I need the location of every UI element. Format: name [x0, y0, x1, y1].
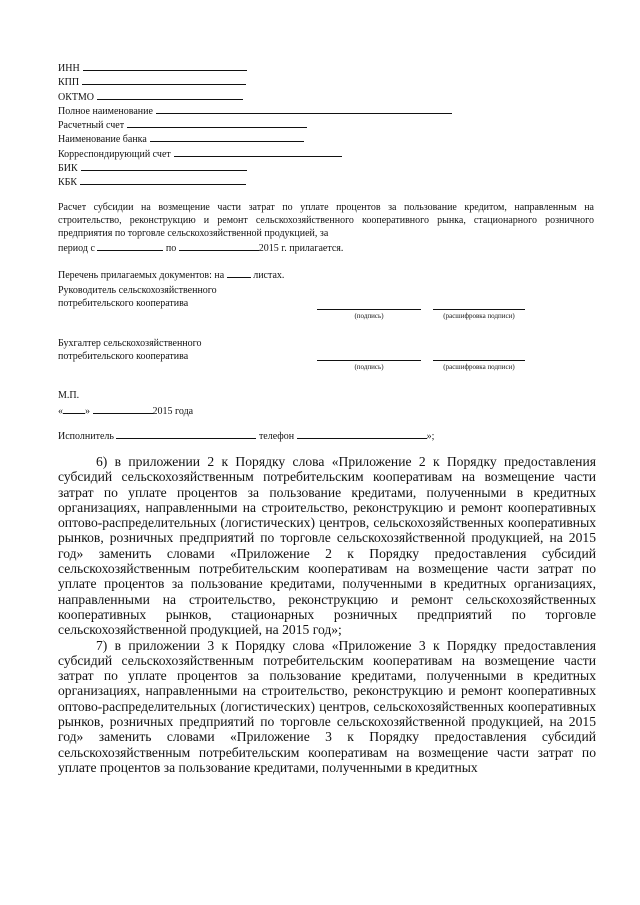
requisite-corr-account: [58, 146, 538, 160]
requisite-oktmo: [58, 89, 538, 103]
signature-caption: (подпись): [354, 312, 384, 320]
attached-documents-line: [58, 267, 594, 281]
amendment-paragraph: 7) в приложении 3 к Порядку слова «Приложение 3 к Порядку предоставления субсидий сельскохозяйственным потребительским кооперативам на возмещение части затрат по уплате процентов за пользование кредитами, полученными в кредитных организациях, направленными на строительство, реконструкцию и ремонт кооперативных оптово-распределительных (логистических) центров, сельскохозяйственных кооперативных рынков, розничных предприятий по торговле сельскохозяйственной продукцией, на 2015 год» заменить словами «Приложение 3 к Порядку предоставления субсидий сельскохозяйственным потребительским кооперативам на возмещение части затрат по уплате процентов за пользование кредитами, полученными в кредитных: [58, 637, 596, 775]
decode-caption: (расшифровка подписи): [443, 312, 515, 320]
requisite-label: Корреспондирующий счет: [58, 148, 171, 160]
fill-line: [150, 131, 304, 142]
amendment-text: [58, 454, 596, 775]
requisite-inn: [58, 60, 538, 74]
fill-line: [227, 267, 251, 278]
requisite-bank: [58, 131, 538, 145]
calculation-period: [58, 240, 594, 255]
decode-line: [433, 308, 525, 310]
fill-line: [81, 160, 247, 171]
quote-close: »: [85, 406, 90, 417]
requisite-label: Полное наименование: [58, 105, 153, 117]
requisite-label: ИНН: [58, 63, 80, 74]
calculation-paragraph: [58, 201, 594, 255]
fill-line: [297, 428, 427, 439]
fill-line: [82, 74, 246, 85]
fill-line: [179, 240, 259, 251]
signature-caption: (подпись): [354, 363, 384, 371]
fill-line: [83, 60, 247, 71]
executor-label: Исполнитель: [58, 431, 114, 442]
fill-line: [63, 403, 85, 414]
requisite-label: КБК: [58, 177, 78, 189]
signer-position: Бухгалтер сельскохозяйственного потребительского кооператива: [58, 338, 202, 362]
stamp-block: [58, 389, 193, 419]
requisite-bik: [58, 160, 538, 174]
requisite-account: [58, 117, 538, 131]
signature-block-accountant: [58, 337, 594, 377]
period-end-text: 2015 г. прилагается.: [258, 243, 344, 254]
requisites-block: [58, 60, 538, 189]
requisite-kpp: [58, 74, 538, 88]
requisite-label: Наименование банка: [58, 134, 147, 146]
docs-text-before: Перечень прилагаемых документов: на: [58, 270, 225, 281]
fill-line: [116, 428, 256, 439]
fill-line: [127, 117, 307, 128]
executor-line: [58, 428, 434, 442]
fill-line: [97, 240, 163, 251]
phone-label: телефон: [258, 431, 295, 442]
date-year: 2015 года: [152, 406, 194, 417]
signature-line: [317, 308, 421, 310]
requisite-label: БИК: [58, 163, 78, 175]
signature-block-head: [58, 284, 594, 324]
fill-line: [80, 174, 246, 185]
fill-line: [97, 89, 243, 100]
requisite-label: КПП: [58, 77, 80, 89]
signature-line: [317, 359, 421, 361]
decode-line: [433, 359, 525, 361]
period-from-label: период с: [58, 243, 95, 254]
requisite-label: Расчетный счет: [58, 120, 125, 132]
requisite-label: ОКТМО: [58, 91, 94, 103]
stamp-label: М.П.: [58, 390, 80, 401]
requisite-kbk: [58, 174, 538, 188]
fill-line: [174, 146, 342, 157]
requisite-full-name: [58, 103, 538, 117]
amendment-paragraph: 6) в приложении 2 к Порядку слова «Приложение 2 к Порядку предоставления субсидий сельскохозяйственным потребительским кооперативам на возмещение части затрат по уплате процентов за пользование кредитами, полученными в кредитных организациях, направленными на строительство, реконструкцию и ремонт кооперативных оптово-распределительных (логистических) центров, сельскохозяйственных кооперативных рынков, розничных предприятий по торговле сельскохозяйственной продукцией, на 2015 год» заменить словами «Приложение 2 к Порядку предоставления субсидий сельскохозяйственным потребительским кооперативам на возмещение части затрат по уплате процентов за пользование кредитами, полученными в кредитных организациях, направленными на строительство, реконструкцию и ремонт сельскохозяйственных кооперативных рынков, стационарных розничных предприятий по торговле сельскохозяйственной продукцией, на 2015 год»;: [58, 454, 596, 638]
period-to-label: по: [165, 243, 177, 254]
date-line: [58, 403, 193, 419]
decode-caption: (расшифровка подписи): [443, 363, 515, 371]
docs-text-after: листах.: [253, 270, 285, 281]
fill-line: [156, 103, 452, 114]
quote-open: «: [58, 406, 63, 417]
signer-position: Руководитель сельскохозяйственного потребительского кооператива: [58, 285, 217, 309]
executor-end: »;: [426, 431, 435, 442]
fill-line: [93, 403, 153, 414]
calculation-text: Расчет субсидии на возмещение части затрат по уплате процентов за пользование кредитом, направленным на строительство, реконструкцию и ремонт сельскохозяйственного кооперативного рынка, стационарного розничного предприятия по торговле сельскохозяйственной продукцией, за: [58, 202, 594, 239]
